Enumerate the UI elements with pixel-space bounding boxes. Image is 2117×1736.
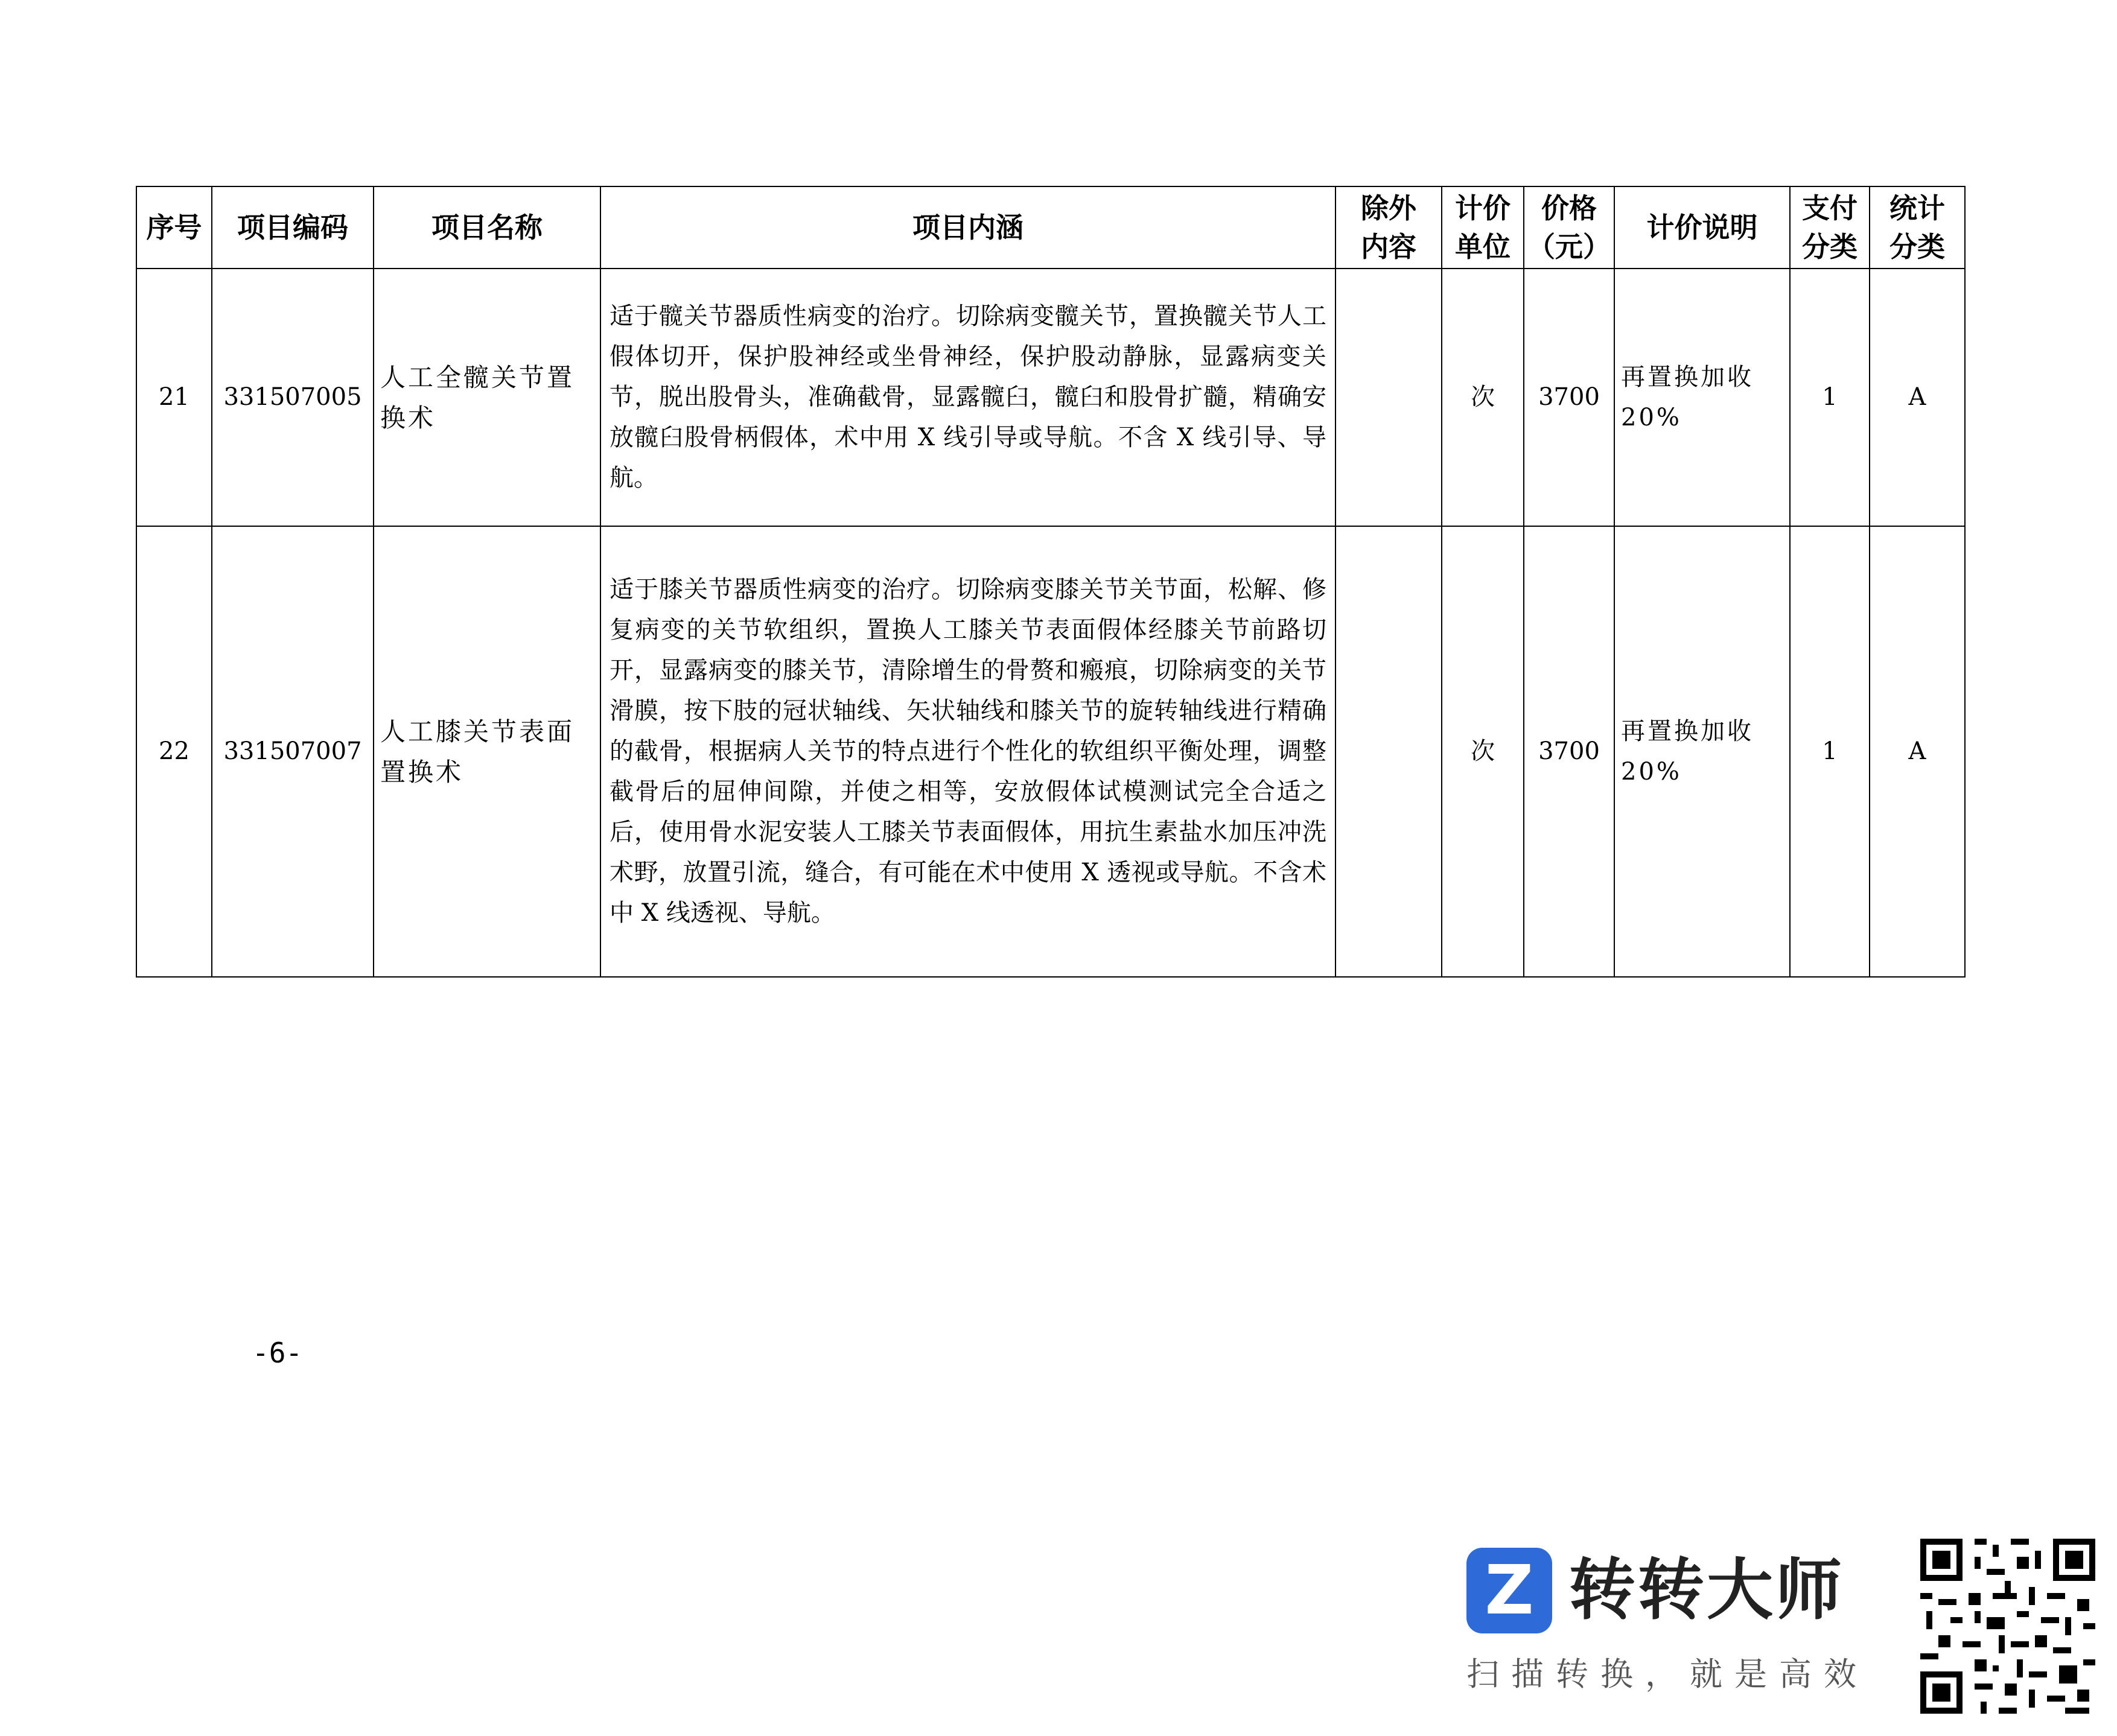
table-row: [136, 526, 1965, 977]
header-row: [136, 186, 1965, 269]
cell-stat-class: A: [1870, 269, 1965, 526]
table-row: [136, 269, 1965, 526]
header-payment-class: 支付 分类: [1790, 186, 1870, 269]
cell-content: 适于膝关节器质性病变的治疗。切除病变膝关节关节面，松解、修复病变的关节软组织，置换人工膝关节表面假体经膝关节前路切开，显露病变的膝关节，清除增生的骨赘和瘢痕，切除病变的关节滑膜，按下肢的冠状轴线、矢状轴线和膝关节的旋转轴线进行精确的截骨，根据病人关节的特点进行个性化的软组织平衡处理，调整截骨后的屈伸间隙，并使之相等，安放假体试模测试完全合适之后，使用骨水泥安装人工膝关节表面假体，用抗生素盐水加压冲洗术野，放置引流，缝合，有可能在术中使用 X 透视或导航。不含术中 X 线透视、导航。: [600, 526, 1335, 977]
cell-name: 人工全髋关节置换术: [374, 269, 600, 526]
page-number: -6-: [252, 1337, 303, 1369]
cell-payment-class: 1: [1790, 526, 1870, 977]
cell-excluded: [1335, 269, 1442, 526]
header-content: 项目内涵: [600, 186, 1335, 269]
cell-seq: 22: [136, 526, 212, 977]
cell-seq: 21: [136, 269, 212, 526]
cell-price: 3700: [1524, 269, 1614, 526]
watermark-slogan: 扫描转换，就是高效: [1466, 1655, 1868, 1693]
cell-unit: 次: [1442, 526, 1524, 977]
header-seq: 序号: [136, 186, 212, 269]
header-price: 价格 （元）: [1524, 186, 1614, 269]
watermark-logo-icon: Z: [1466, 1548, 1552, 1633]
header-name: 项目名称: [374, 186, 600, 269]
header-unit: 计价 单位: [1442, 186, 1524, 269]
qr-code-icon: [1914, 1533, 2101, 1720]
header-stat-class: 统计 分类: [1870, 186, 1965, 269]
watermark-brand: 转转大师: [1569, 1551, 1844, 1629]
cell-code: 331507005: [212, 269, 374, 526]
cell-price: 3700: [1524, 526, 1614, 977]
cell-payment-class: 1: [1790, 269, 1870, 526]
header-code: 项目编码: [212, 186, 374, 269]
cell-unit: 次: [1442, 269, 1524, 526]
cell-excluded: [1335, 526, 1442, 977]
cell-name: 人工膝关节表面置换术: [374, 526, 600, 977]
cell-stat-class: A: [1870, 526, 1965, 977]
header-excluded: 除外 内容: [1335, 186, 1442, 269]
cell-content: 适于髋关节器质性病变的治疗。切除病变髋关节，置换髋关节人工假体切开，保护股神经或坐骨神经，保护股动静脉，显露病变关节，脱出股骨头，准确截骨，显露髋臼，髋臼和股骨扩髓，精确安放髋臼股骨柄假体，术中用 X 线引导或导航。不含 X 线引导、导航。: [600, 269, 1335, 526]
cell-code: 331507007: [212, 526, 374, 977]
fee-table: [136, 186, 1966, 978]
cell-pricing-note: 再置换加收20%: [1614, 269, 1790, 526]
header-pricing-note: 计价说明: [1614, 186, 1790, 269]
cell-pricing-note: 再置换加收20%: [1614, 526, 1790, 977]
watermark: [1463, 1545, 1892, 1708]
